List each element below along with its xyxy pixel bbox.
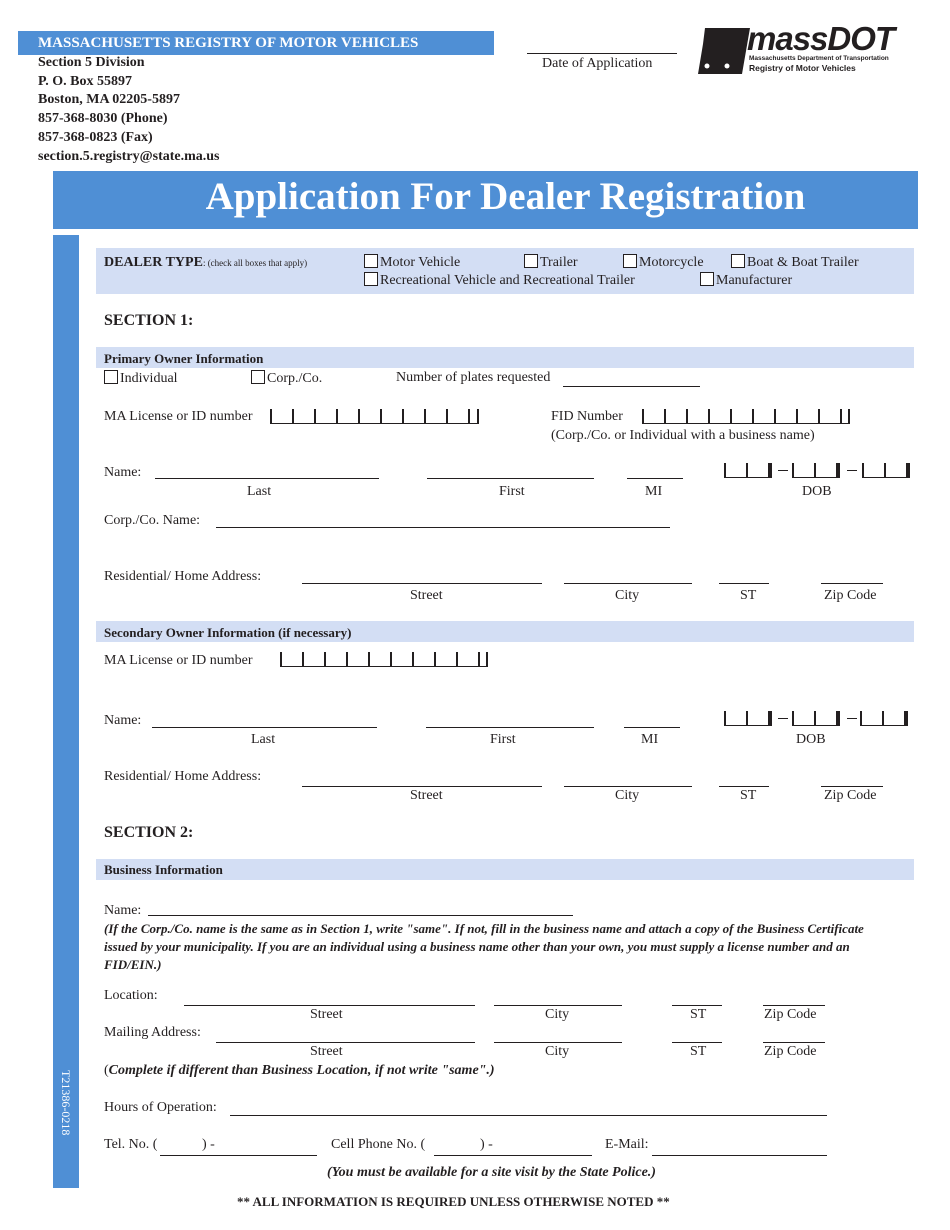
caption: ST xyxy=(740,788,757,803)
mi-field[interactable] xyxy=(624,727,680,728)
section-2-title: SECTION 2: xyxy=(104,824,194,841)
caption: DOB xyxy=(796,732,826,747)
ma-license-field[interactable] xyxy=(270,409,479,424)
option-label: Manufacturer xyxy=(716,273,793,288)
option-label: Recreational Vehicle and Recreational Trailer xyxy=(380,273,635,288)
section-1-title: SECTION 1: xyxy=(104,312,194,329)
plates-field[interactable] xyxy=(563,386,700,387)
checkbox-icon[interactable] xyxy=(524,254,538,268)
caption: Zip Code xyxy=(764,1044,817,1059)
corp-name-field[interactable] xyxy=(216,527,670,528)
first-name-field[interactable] xyxy=(426,727,594,728)
hours-label: Hours of Operation: xyxy=(104,1100,217,1115)
location-street-field[interactable] xyxy=(184,1005,475,1006)
first-name-field[interactable] xyxy=(427,478,594,479)
address-line: Boston, MA 02205-5897 xyxy=(38,92,180,108)
city-field[interactable] xyxy=(564,786,692,787)
checkbox-manufacturer[interactable] xyxy=(700,272,792,289)
dob-day-field[interactable] xyxy=(792,711,840,726)
business-name-label: Name: xyxy=(104,903,142,918)
checkbox-icon[interactable] xyxy=(731,254,745,268)
caption: DOB xyxy=(802,484,832,499)
checkbox-icon[interactable] xyxy=(364,254,378,268)
caption: Last xyxy=(247,484,272,499)
option-label: Boat & Boat Trailer xyxy=(747,255,859,270)
street-field[interactable] xyxy=(302,583,542,584)
caption: Street xyxy=(310,1007,343,1022)
checkbox-icon[interactable] xyxy=(623,254,637,268)
zip-field[interactable] xyxy=(821,583,883,584)
email-label: E-Mail: xyxy=(605,1137,649,1152)
city-field[interactable] xyxy=(564,583,692,584)
name-label: Name: xyxy=(104,713,142,728)
required-note: ** ALL INFORMATION IS REQUIRED UNLESS OTHERWISE NOTED ** xyxy=(237,1194,670,1209)
caption: Street xyxy=(310,1044,343,1059)
state-field[interactable] xyxy=(719,583,769,584)
business-name-note: (If the Corp./Co. name is the same as in Section 1, write "same". If not, fill in the business name and attach a copy of the Business Certificate issued by your municipality. If you are an individual using a business name other than your own, you must supply a license number and an FID/EIN.) xyxy=(104,921,864,972)
side-bar xyxy=(53,235,79,1188)
tel-field[interactable] xyxy=(160,1155,317,1156)
mailing-city-field[interactable] xyxy=(494,1042,622,1043)
tel-label: Tel. No. ( xyxy=(104,1137,158,1152)
location-label: Location: xyxy=(104,988,158,1003)
mailing-label: Mailing Address: xyxy=(104,1025,201,1040)
location-zip-field[interactable] xyxy=(763,1005,825,1006)
last-name-field[interactable] xyxy=(155,478,379,479)
zip-field[interactable] xyxy=(821,786,883,787)
state-field[interactable] xyxy=(719,786,769,787)
dash xyxy=(778,470,788,471)
hours-field[interactable] xyxy=(230,1115,827,1116)
agency-banner: MASSACHUSETTS REGISTRY OF MOTOR VEHICLES xyxy=(18,31,494,55)
caption: MI xyxy=(645,484,663,499)
caption: Zip Code xyxy=(824,588,877,603)
dob-month-field[interactable] xyxy=(724,711,772,726)
caption: Zip Code xyxy=(824,788,877,803)
option-label: Trailer xyxy=(540,255,578,270)
checkbox-icon[interactable] xyxy=(104,370,118,384)
caption: City xyxy=(615,588,640,603)
agency-address xyxy=(38,54,220,166)
dash xyxy=(847,470,857,471)
caption: Street xyxy=(410,788,443,803)
mailing-street-field[interactable] xyxy=(216,1042,475,1043)
cell-label: Cell Phone No. ( xyxy=(331,1137,426,1152)
logo-text: massDOT xyxy=(747,20,895,57)
paren: ( xyxy=(104,1063,109,1078)
cell-close: ) - xyxy=(480,1137,493,1152)
dealer-type-label xyxy=(104,255,307,271)
checkbox-icon[interactable] xyxy=(364,272,378,286)
caption: ST xyxy=(690,1007,707,1022)
dob-day-field[interactable] xyxy=(792,463,840,478)
address-label: Residential/ Home Address: xyxy=(104,769,262,784)
caption: ST xyxy=(690,1044,707,1059)
caption: MI xyxy=(641,732,659,747)
mailing-zip-field[interactable] xyxy=(763,1042,825,1043)
caption: City xyxy=(615,788,640,803)
mailing-state-field[interactable] xyxy=(672,1042,722,1043)
dob-year-field[interactable] xyxy=(860,711,908,726)
checkbox-corp[interactable] xyxy=(251,370,322,387)
mailing-note xyxy=(104,1063,495,1079)
tel-close: ) - xyxy=(202,1137,215,1152)
location-state-field[interactable] xyxy=(672,1005,722,1006)
page-title: Application For Dealer Registration xyxy=(53,171,918,229)
caption: First xyxy=(499,484,525,499)
checkbox-rv[interactable] xyxy=(364,272,635,289)
plates-label: Number of plates requested xyxy=(396,370,551,385)
address-line: 857-368-0823 (Fax) xyxy=(38,129,153,145)
street-field[interactable] xyxy=(302,786,542,787)
name-label: Name: xyxy=(104,465,142,480)
dealer-type-title: DEALER TYPE xyxy=(104,255,203,270)
address-line: P. O. Box 55897 xyxy=(38,73,132,89)
fid-field[interactable] xyxy=(642,409,850,424)
form-code: T21386-0218 xyxy=(59,1070,73,1136)
caption: City xyxy=(545,1044,570,1059)
ma-license-label: MA License or ID number xyxy=(104,653,253,668)
business-info-heading: Business Information xyxy=(104,862,223,877)
ma-license-label: MA License or ID number xyxy=(104,409,253,424)
dob-month-field[interactable] xyxy=(724,463,772,478)
fid-note: (Corp./Co. or Individual with a business name) xyxy=(551,428,815,443)
corp-name-label: Corp./Co. Name: xyxy=(104,513,201,528)
logo-subtitle: Registry of Motor Vehicles xyxy=(749,63,856,73)
date-of-application-field[interactable] xyxy=(527,53,677,54)
option-label: Corp./Co. xyxy=(267,371,323,386)
dash xyxy=(847,718,857,719)
secondary-owner-heading: Secondary Owner Information (if necessary) xyxy=(104,625,352,640)
option-label: Motor Vehicle xyxy=(380,255,461,270)
primary-owner-heading: Primary Owner Information xyxy=(104,351,264,366)
logo-subtitle: Massachusetts Department of Transportation xyxy=(749,55,889,62)
fid-label: FID Number xyxy=(551,409,623,424)
dob-year-field[interactable] xyxy=(862,463,910,478)
date-of-application-label: Date of Application xyxy=(542,56,653,71)
checkbox-motor-vehicle[interactable] xyxy=(364,254,460,271)
checkbox-icon[interactable] xyxy=(700,272,714,286)
checkbox-icon[interactable] xyxy=(251,370,265,384)
address-line: section.5.registry@state.ma.us xyxy=(38,148,220,164)
caption: Zip Code xyxy=(764,1007,817,1022)
checkbox-trailer[interactable] xyxy=(524,254,578,271)
secondary-ma-license-field[interactable] xyxy=(280,652,488,667)
caption: First xyxy=(490,732,516,747)
dealer-type-hint: : (check all boxes that apply) xyxy=(202,258,308,268)
business-name-field[interactable] xyxy=(148,915,573,916)
checkbox-individual[interactable] xyxy=(104,370,178,387)
last-name-field[interactable] xyxy=(152,727,377,728)
caption: City xyxy=(545,1007,570,1022)
dash xyxy=(778,718,788,719)
massdot-logo xyxy=(693,20,913,76)
location-city-field[interactable] xyxy=(494,1005,622,1006)
caption: Last xyxy=(251,732,276,747)
site-visit-note: (You must be available for a site visit by the State Police.) xyxy=(327,1165,656,1180)
option-label: Individual xyxy=(120,371,178,386)
address-line: Section 5 Division xyxy=(38,55,145,70)
checkbox-motorcycle[interactable] xyxy=(623,254,704,271)
address-label: Residential/ Home Address: xyxy=(104,569,262,584)
truck-icon xyxy=(693,26,753,76)
address-line: 857-368-8030 (Phone) xyxy=(38,111,168,127)
cell-field[interactable] xyxy=(434,1155,592,1156)
caption: ST xyxy=(740,588,757,603)
checkbox-boat[interactable] xyxy=(731,254,859,271)
option-label: Motorcycle xyxy=(639,255,704,270)
caption: Street xyxy=(410,588,443,603)
mi-field[interactable] xyxy=(627,478,683,479)
mailing-note-text: Complete if different than Business Location, if not write "same".) xyxy=(108,1063,495,1078)
email-field[interactable] xyxy=(652,1155,827,1156)
